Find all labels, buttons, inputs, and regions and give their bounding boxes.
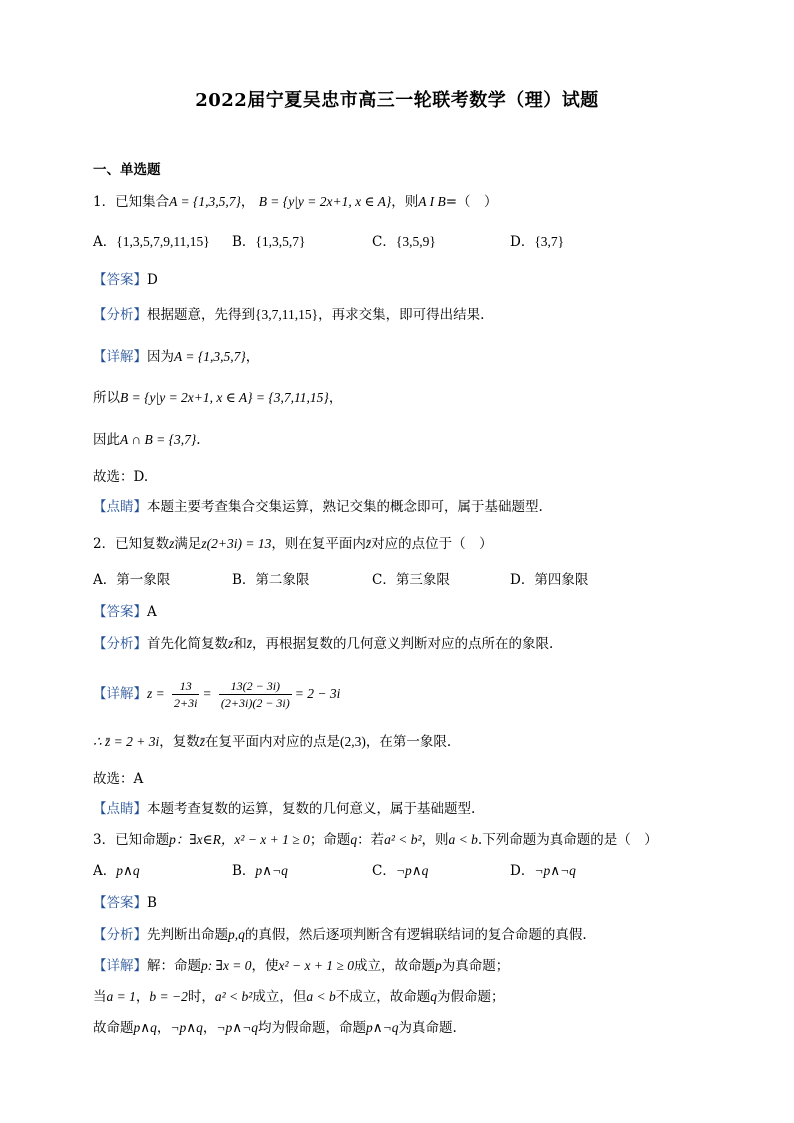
q2-option-c: C．第三象限	[372, 572, 450, 588]
q3-stem: 3．已知命题p：∃x∈R，x² − x + 1 ≥ 0；命题q：若a² < b²，则a < b.下列命题为真命题的是（ ）	[93, 832, 658, 848]
q2-stem: 2．已知复数z满足z(2+3i) = 13，则在复平面内z̄对应的点位于（ ）	[93, 536, 493, 552]
q1-set-a: A = {1,3,5,7}	[169, 194, 241, 209]
q3-detail-3: 故命题p∧q，¬p∧q，¬p∧¬q均为假命题，命题p∧¬q为真命题.	[93, 1020, 457, 1036]
q2-fraction-2: $\frac{13(2 - 3i)}{(2+3i)(2 - 3i)}$	[220, 679, 290, 710]
q3-detail-2: 当a = 1，b = −2时，a² < b²成立，但a < b不成立，故命题q为假命题；	[93, 989, 505, 1005]
q2-answer: 【答案】A	[93, 604, 157, 620]
page-title: 2022届宁夏吴忠市高三一轮联考数学（理）试题	[195, 90, 599, 111]
q1-option-a: A．{1,3,5,7,9,11,15}	[93, 234, 210, 250]
q2-choose: 故选：A	[93, 771, 144, 787]
q1-expr: A I B	[418, 194, 446, 209]
q1-option-b: B．{1,3,5,7}	[232, 234, 306, 250]
q2-fraction-1: $\frac{13}{2+3i}$	[174, 679, 198, 710]
q2-analysis: 【分析】首先化简复数z和z̄，再根据复数的几何意义判断对应的点所在的象限.	[93, 636, 554, 652]
q1-option-c: C．{3,5,9}	[372, 234, 436, 250]
q3-option-b: B．p∧¬q	[232, 863, 288, 879]
section-heading: 一、单选题	[93, 162, 161, 178]
q3-option-d: D．¬p∧¬q	[510, 863, 576, 879]
q1-choose: 故选：D.	[93, 469, 149, 485]
q3-detail-1: 【详解】解：命题p: ∃x = 0，使x² − x + 1 ≥ 0成立，故命题p为真命题；	[93, 958, 510, 974]
q3-analysis: 【分析】先判断出命题p,q的真假，然后逐项判断含有逻辑联结词的复合命题的真假.	[93, 927, 587, 943]
q1-comment: 【点睛】本题主要考查集合交集运算，熟记交集的概念即可，属于基础题型.	[93, 499, 543, 515]
q2-option-d: D．第四象限	[510, 572, 589, 588]
q1-detail-3: 因此A ∩ B = {3,7}.	[93, 432, 201, 448]
q1-analysis: 【分析】根据题意，先得到{3,7,11,15}，再求交集，即可得出结果.	[93, 307, 485, 323]
q1-answer: 【答案】D	[93, 272, 158, 288]
q1-tail: =（ ）	[445, 194, 498, 210]
q2-option-b: B．第二象限	[232, 572, 310, 588]
q1-set-b: B = {y|y = 2x+1, x ∈ A}	[258, 194, 392, 209]
q1-stem: 1．已知集合A = {1,3,5,7}， B = {y|y = 2x+1, x ∈ A}，则A I B=（ ）	[93, 194, 498, 210]
q2-detail-2: ∴ z̄ = 2 + 3i，复数z̄在复平面内对应的点是(2,3)，在第一象限.	[93, 734, 452, 750]
q3-answer: 【答案】B	[93, 895, 157, 911]
q3-option-c: C．¬p∧q	[372, 863, 429, 879]
q2-comment: 【点睛】本题考查复数的运算，复数的几何意义，属于基础题型.	[93, 801, 476, 817]
q1-stem-label: 1．已知集合	[93, 194, 170, 210]
q3-option-a: A．p∧q	[93, 863, 140, 879]
q1-detail-1: 【详解】因为A = {1,3,5,7}，	[93, 349, 260, 365]
q2-detail-1: 【详解】z = $\frac{13}{2+3i}$ = $\frac{13(2 - 3i)}{(2+3i)(2 - 3i)}$ = 2 − 3i	[93, 679, 341, 710]
q1-option-d: D．{3,7}	[510, 234, 565, 250]
q2-option-a: A．第一象限	[93, 572, 171, 588]
q1-detail-2: 所以B = {y|y = 2x+1, x ∈ A} = {3,7,11,15}，	[93, 390, 343, 406]
q1-then: ，则	[391, 194, 419, 210]
